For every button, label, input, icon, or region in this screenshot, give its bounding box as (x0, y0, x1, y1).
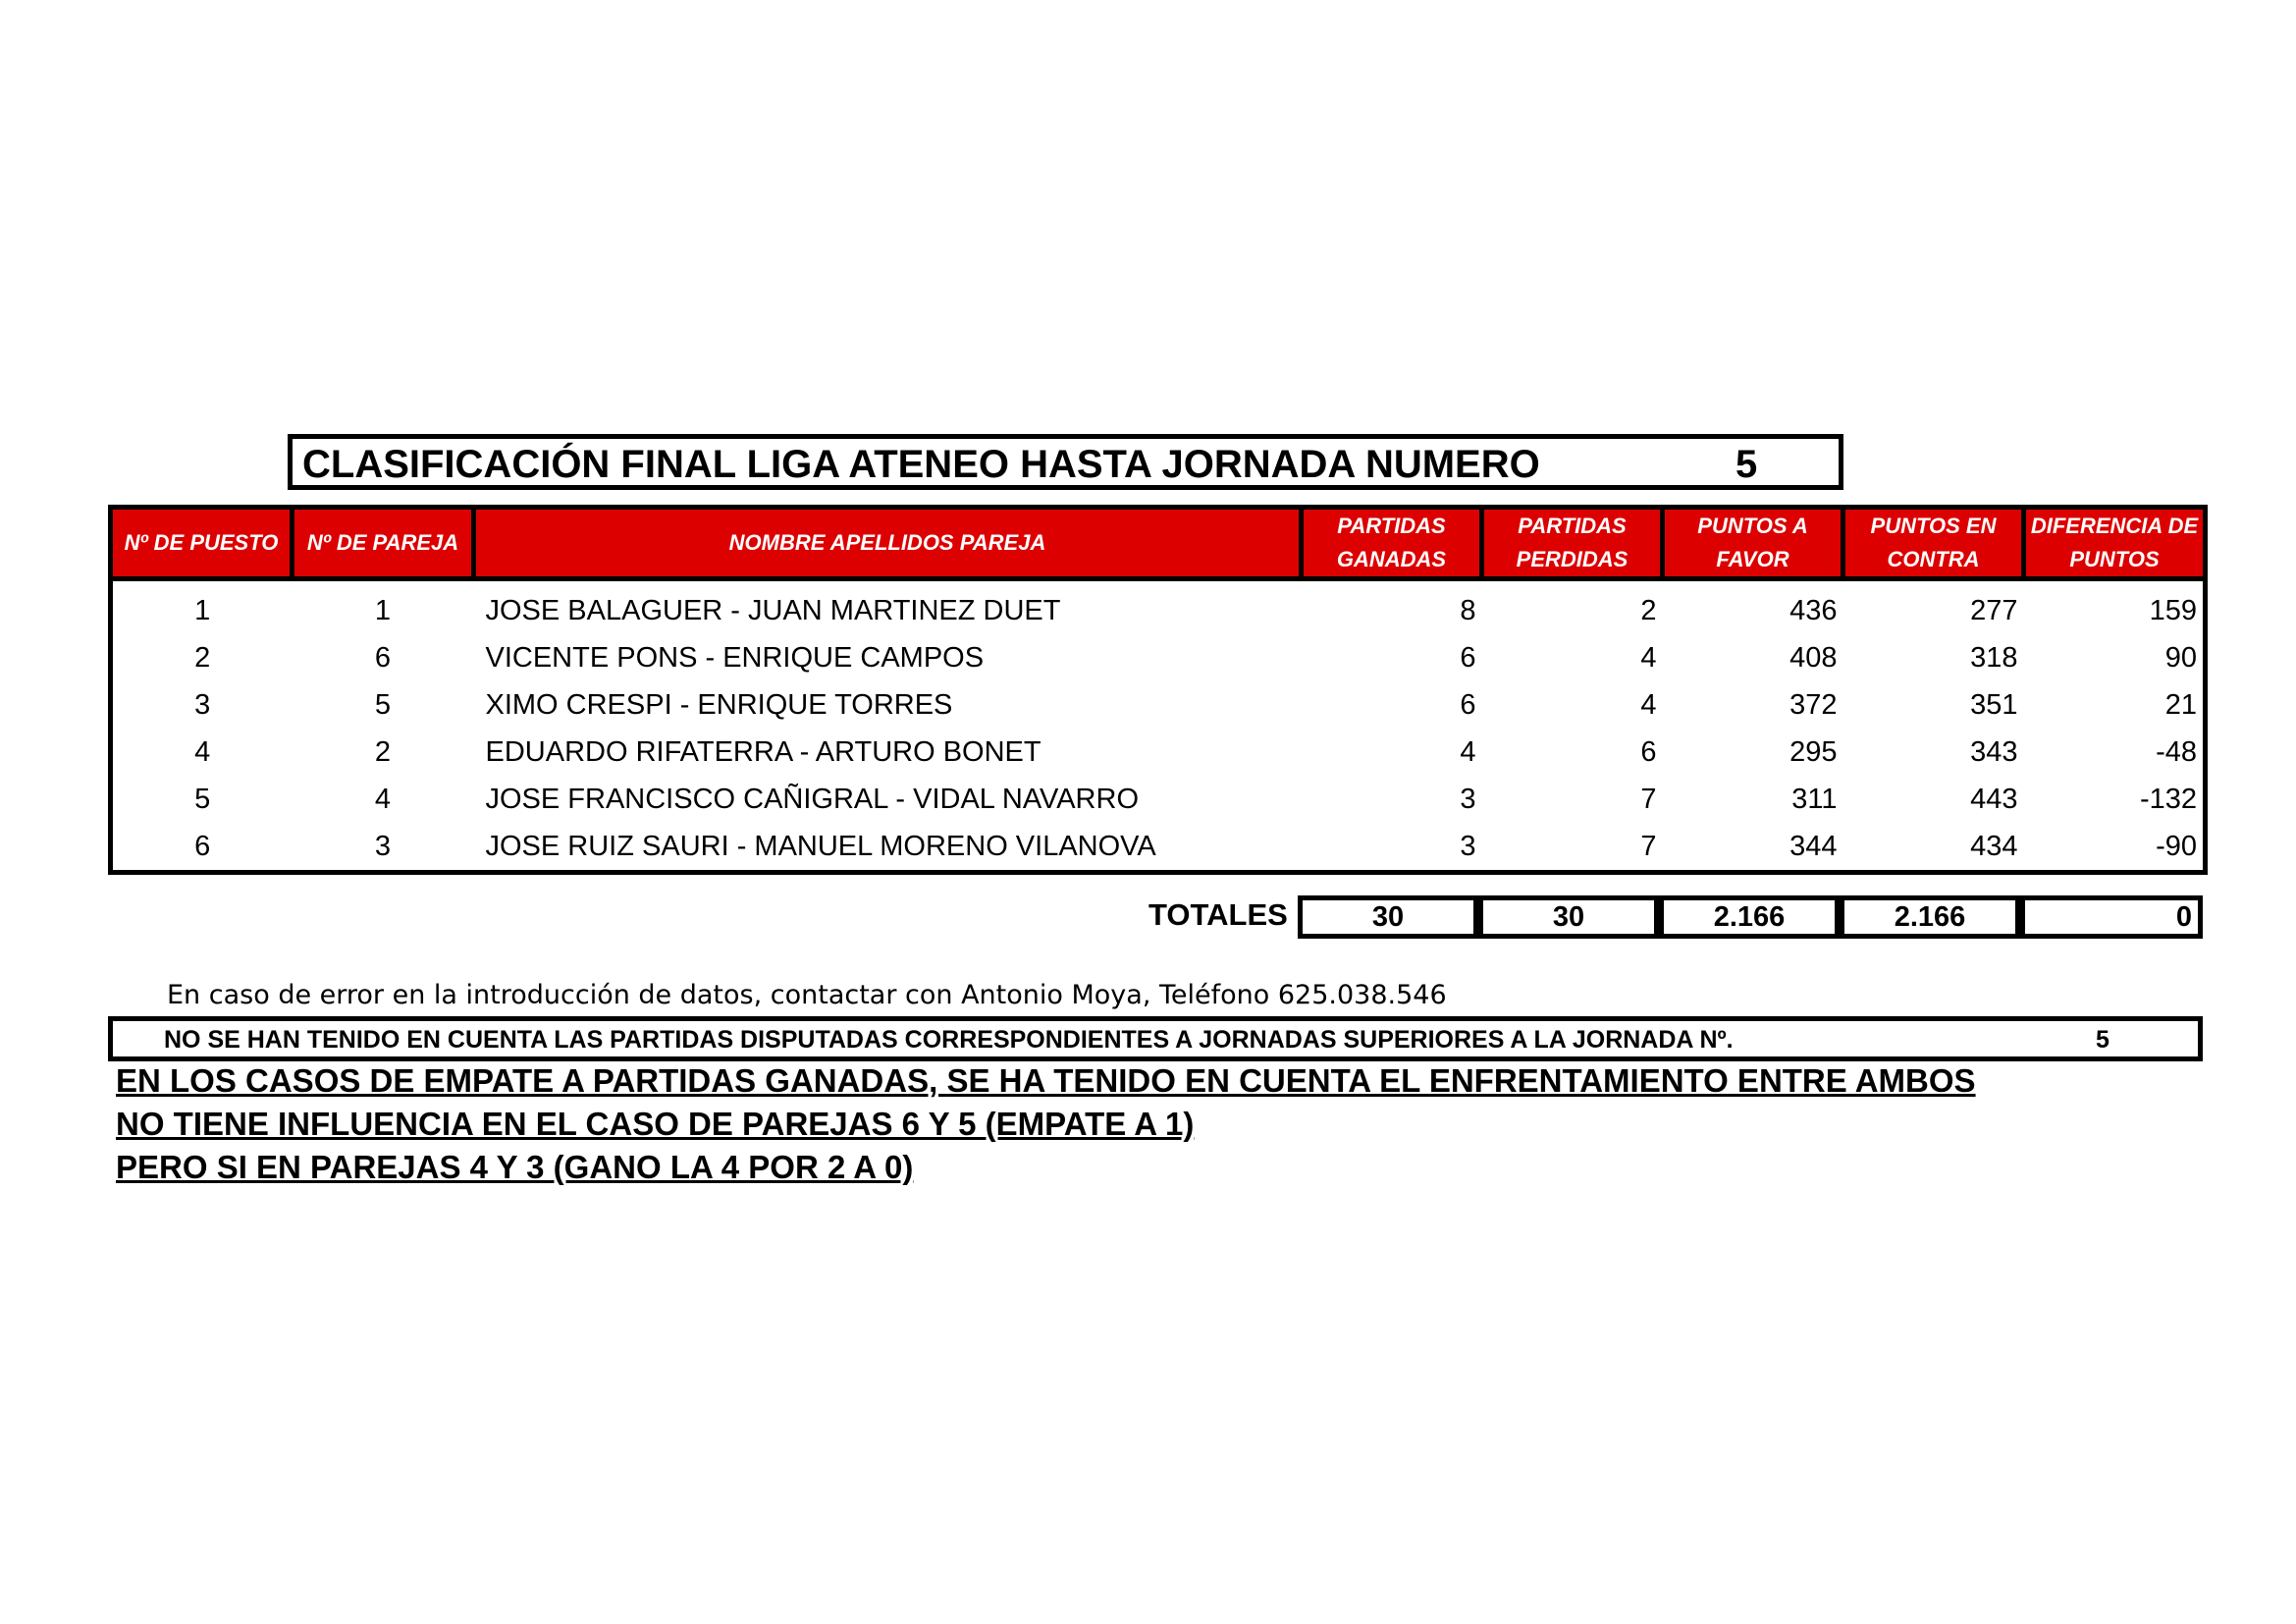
table-row (111, 823, 2206, 873)
cell-puesto: 2 (194, 641, 211, 674)
cell-ganadas: 8 (1460, 594, 1476, 626)
cell-favor: 436 (1789, 594, 1838, 626)
cell-pareja: 2 (374, 735, 392, 768)
cell-favor: 295 (1789, 735, 1838, 768)
note-box (108, 1016, 2203, 1061)
standings-table (108, 505, 2208, 875)
table-row (111, 634, 2206, 681)
cell-ganadas: 4 (1460, 735, 1476, 768)
cell-diferencia: -48 (2156, 735, 2197, 768)
cell-favor: 344 (1789, 830, 1838, 862)
table-row (111, 579, 2206, 635)
cell-nombre: VICENTE PONS - ENRIQUE CAMPOS (485, 641, 985, 674)
cell-nombre: JOSE RUIZ SAURI - MANUEL MORENO VILANOVA (485, 830, 1156, 862)
table-header-row (111, 508, 2206, 579)
header-diferencia: DIFERENCIA DE PUNTOS (2024, 508, 2206, 579)
cell-diferencia: -132 (2139, 783, 2197, 815)
cell-perdidas: 7 (1640, 830, 1657, 862)
header-pareja: Nº DE PAREJA (293, 508, 474, 579)
cell-favor: 372 (1789, 688, 1838, 721)
cell-pareja: 1 (374, 594, 392, 626)
total-ganadas: 30 (1298, 895, 1478, 939)
header-favor: PUNTOS A FAVOR (1663, 508, 1843, 579)
table-row (111, 729, 2206, 776)
cell-contra: 277 (1970, 594, 2018, 626)
cell-contra: 351 (1970, 688, 2018, 721)
cell-contra: 318 (1970, 641, 2018, 674)
contact-note: En caso de error en la introducción de datos, contactar con Antonio Moya, Teléfono 625.038.546 (167, 980, 1447, 1010)
cell-nombre: XIMO CRESPI - ENRIQUE TORRES (485, 688, 953, 721)
cell-pareja: 6 (374, 641, 392, 674)
cell-puesto: 4 (194, 735, 211, 768)
table-row (111, 776, 2206, 823)
cell-pareja: 4 (374, 783, 392, 815)
remark-line: NO TIENE INFLUENCIA EN EL CASO DE PAREJAS 6 Y 5 (EMPATE A 1) (116, 1106, 1195, 1142)
cell-diferencia: 21 (2164, 688, 2197, 721)
cell-favor: 408 (1789, 641, 1838, 674)
header-contra: PUNTOS EN CONTRA (1843, 508, 2024, 579)
title-jornada-number: 5 (1735, 443, 1758, 486)
cell-puesto: 1 (194, 594, 211, 626)
header-puesto: Nº DE PUESTO (111, 508, 293, 579)
cell-diferencia: 90 (2164, 641, 2197, 674)
cell-nombre: JOSE FRANCISCO CAÑIGRAL - VIDAL NAVARRO (485, 783, 1139, 815)
title-box (288, 434, 1843, 490)
cell-ganadas: 3 (1460, 783, 1476, 815)
cell-pareja: 3 (374, 830, 392, 862)
header-perdidas: PARTIDAS PERDIDAS (1482, 508, 1663, 579)
total-contra: 2.166 (1840, 895, 2020, 939)
cell-puesto: 6 (194, 830, 211, 862)
note-jornada-number: 5 (2096, 1026, 2109, 1054)
header-nombre: NOMBRE APELLIDOS PAREJA (474, 508, 1302, 579)
cell-pareja: 5 (374, 688, 392, 721)
total-perdidas: 30 (1478, 895, 1659, 939)
cell-perdidas: 2 (1640, 594, 1657, 626)
cell-perdidas: 7 (1640, 783, 1657, 815)
cell-contra: 443 (1970, 783, 2018, 815)
cell-nombre: EDUARDO RIFATERRA - ARTURO BONET (485, 735, 1041, 768)
cell-nombre: JOSE BALAGUER - JUAN MARTINEZ DUET (485, 594, 1061, 626)
cell-favor: 311 (1791, 783, 1838, 815)
table-row (111, 681, 2206, 729)
header-ganadas: PARTIDAS GANADAS (1302, 508, 1482, 579)
cell-ganadas: 6 (1460, 688, 1476, 721)
cell-perdidas: 4 (1640, 688, 1657, 721)
cell-puesto: 5 (194, 783, 211, 815)
cell-contra: 343 (1970, 735, 2018, 768)
cell-diferencia: -90 (2156, 830, 2197, 862)
note-text: NO SE HAN TENIDO EN CUENTA LAS PARTIDAS DISPUTADAS CORRESPONDIENTES A JORNADAS SUPERIORES A LA JORNADA Nº. (164, 1026, 1734, 1054)
remark-line: PERO SI EN PAREJAS 4 Y 3 (GANO LA 4 POR 2 A 0) (116, 1149, 914, 1185)
cell-ganadas: 6 (1460, 641, 1476, 674)
cell-contra: 434 (1970, 830, 2018, 862)
cell-diferencia: 159 (2149, 594, 2197, 626)
cell-perdidas: 6 (1640, 735, 1657, 768)
page-title: CLASIFICACIÓN FINAL LIGA ATENEO HASTA JORNADA NUMERO (302, 443, 1540, 486)
remark-line: EN LOS CASOS DE EMPATE A PARTIDAS GANADAS, SE HA TENIDO EN CUENTA EL ENFRENTAMIENTO ENTRE AMBOS (116, 1062, 1976, 1099)
cell-puesto: 3 (194, 688, 211, 721)
total-favor: 2.166 (1659, 895, 1840, 939)
totals-label: TOTALES (1148, 897, 1288, 932)
total-diferencia: 0 (2020, 895, 2203, 939)
cell-ganadas: 3 (1460, 830, 1476, 862)
cell-perdidas: 4 (1640, 641, 1657, 674)
